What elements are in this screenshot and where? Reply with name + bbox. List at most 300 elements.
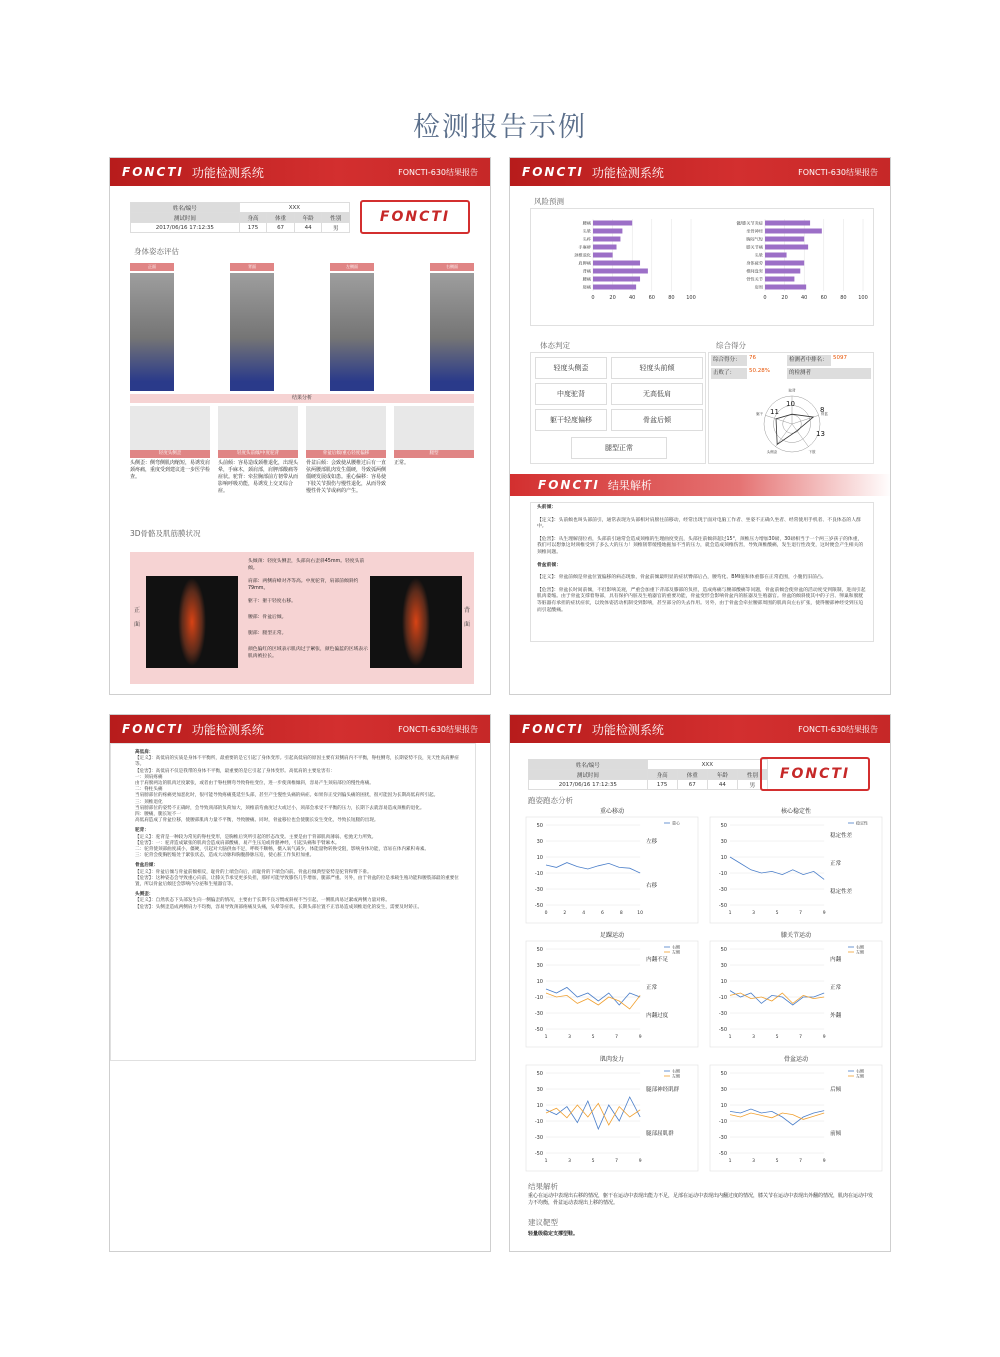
analysis-definition-1: 【定义】：头前倾也叫头部前引，通常表现为头部相对肩膀往前移动，经常出现于面对电脑工作者、坐姿不正确久坐者、经常使用手机者、不良体态的人群中。: [537, 517, 861, 530]
front-label-1: 正: [134, 607, 141, 614]
risk-panel: [530, 208, 874, 326]
finding-2-text: 头前倾：容易造成颈椎退化，出现头晕，手麻木，颈肩部，肩胛部酸痛等症状。驼背：牵拉胸部前方韧带从而影响呼吸功能，易诱发上交叉综合症。: [218, 460, 299, 494]
back-label-1: 背: [464, 607, 471, 614]
gait-x-tick: 3: [752, 1159, 755, 1164]
radar-label: 骨盆: [820, 411, 828, 416]
gait-y-tick: 50: [720, 946, 727, 953]
gait-note: 前倾: [830, 1131, 842, 1137]
legend-label: 右侧: [672, 1068, 680, 1074]
value-time: 2017/06/16 17:12:35: [529, 780, 648, 790]
gait-y-tick: -10: [718, 994, 727, 1001]
risk-bar: [765, 285, 806, 290]
advice-title: 建议靶型: [528, 1218, 558, 1227]
risk-bar: [765, 229, 822, 234]
view-label-right: 右侧面: [430, 263, 474, 271]
page3-paragraph: 高低肩造成了骨盆位移，使腰部肌肉力量不平衡，导致腰痛。同时，骨盆移位也会使腿长发生变化，导致长短腿的出现。: [135, 818, 379, 824]
risk-label: 肩胛痛: [578, 260, 591, 266]
risk-bar: [593, 277, 640, 282]
risk-bar: [765, 261, 804, 266]
skeleton-notes: [248, 558, 368, 660]
page3-paragraph: 驼背：: [135, 828, 149, 834]
finding-1-label: 轻度头侧歪: [130, 450, 210, 458]
note-legs: 腿部：腿型正常。: [248, 631, 287, 636]
risk-label: 头晕: [754, 252, 763, 258]
value-gender: 男: [737, 780, 767, 790]
page3-paragraph: 【定义】：自然状态下头部发生向一侧偏歪的情况，主要由于长期不良习惯或斜视不当引起，一侧肌肉易过紧或两侧力量对称。: [135, 898, 390, 904]
report-header: [110, 158, 490, 186]
finding-3: [306, 406, 386, 495]
brand-logo: FONCTI: [522, 722, 584, 736]
gait-y-tick: 50: [536, 822, 543, 829]
gait-y-tick: -30: [718, 886, 727, 893]
gait-series-1: [546, 863, 640, 873]
body-cell-7: 腿型正常: [571, 437, 667, 459]
gait-series-2: [546, 993, 640, 1009]
risk-label: 身体疲劳: [746, 260, 763, 266]
gait-x-tick: 1: [728, 1035, 732, 1040]
gait-y-tick: 50: [720, 1070, 727, 1077]
body-cell-5: 躯干轻度偏移: [535, 409, 607, 431]
body-judgement-panel: [530, 352, 706, 464]
analysis-harm-1: 【危害】：从生理解剖位看，头部前引通常会造成颈椎的生理曲度变直，头部往前倾斜超过15°，颈椎压力增加30磅，30磅相当于一个两三岁孩子的体重，我们可以想象这时颈椎受到了多么大的压力！颈椎韧带缓慢地拖加不当的压力，就会造成颈椎伤害，导致颈椎酸痛，发生退行性改变，这时便会产生相关的颈椎问题。: [537, 536, 864, 555]
gait-x-tick: 3: [752, 1035, 755, 1040]
risk-bar: [765, 245, 808, 250]
gait-y-tick: -10: [534, 994, 543, 1001]
gait-note: 内翻不足: [646, 957, 669, 963]
label-height: 身高: [239, 213, 267, 223]
page3-paragraph: 【危害】：一：驼背造成紧张的肌肉会造成肩部酸痛，易产生压迫或骨骼神经，引起头痛和手臂麻木。: [135, 840, 340, 846]
system-name: 功能检测系统: [191, 722, 264, 737]
finding-4-image: [394, 406, 474, 450]
gait-y-tick: -10: [718, 870, 727, 877]
score-value: 76: [749, 355, 756, 361]
photo-back: [230, 273, 274, 391]
note-shoulder: 肩部：两侧肩峰对齐等高。中度驼背，肩部前倾斜约79mm。: [248, 579, 359, 591]
page3-paragraph: 当肩膀部位的疼痛更加恶化时，很可能导致疼痛蔓延至头部，甚至产生慢性头痛的病症。如果你正受到偏头痛的困扰，很可能因为长期高低肩所引起。: [135, 793, 439, 799]
photo-front: [130, 273, 174, 391]
risk-bar: [765, 277, 794, 282]
legend-label: 左侧: [672, 1073, 680, 1079]
analysis-harm-2: 【危害】：骨盆长时间前倾，不但影响美观，严重会加重下背部及膝部的负担，造成疼痛与腰部酸痛等问题，骨盆前倾会使骨盆的活动度受到限制，进而引起肌肉萎缩。由于骨盆支撑着脊部，具有保护内脏及生殖器官的重要功能，骨盆变形会影响骨盆内的脏器及生殖器官。骨盆的倾斜使其中的子宫、卵巢和膀胱等脏器有承担的症状症状，以致体姿活动机制受到影响，甚至部分的失去作用。另外，由于骨盆会牵拉腰部周围的肌肉向左右扩张，使得腰部神经受到压迫而引起酸痛。: [537, 587, 866, 613]
risk-label: 胸闷气短: [746, 236, 763, 242]
gait-y-tick: -10: [718, 1118, 727, 1125]
front-label-2: 面: [134, 621, 141, 628]
gait-note: 后倾: [830, 1087, 842, 1093]
note-color: 颜色偏红的区域表示肌肉过于紧张，颜色偏蓝的区域表示肌肉被拉长。: [248, 647, 368, 659]
page3-paragraph: 【定义】：驼背是一种较为常见的脊柱变形，是胸椎后突所引起的形态改变。主要是由于背部肌肉薄弱、松弛无力所致。: [135, 834, 377, 840]
finding-3-image: [306, 406, 386, 450]
report-name: FONCTI-630结果报告: [798, 167, 878, 177]
skeleton-panel: [130, 552, 474, 684]
gait-y-tick: 10: [536, 1102, 543, 1109]
risk-axis-tick: 100: [858, 295, 868, 301]
radar-value: 8: [820, 406, 825, 414]
radar-axis: [765, 415, 792, 424]
gait-y-tick: 30: [720, 962, 727, 969]
finding-3-text: 骨盆后倾：会致使从腰椎过后有一直弦两腰部肌肉发生僵硬，导致弧两侧僵硬发展成如患。重心偏移：容易使下肢关节损伤与慢性退化，从而导致慢性骨关节或病的产生。: [306, 460, 387, 494]
legend-label: 左侧: [672, 949, 680, 955]
gait-note: 内翻: [830, 957, 842, 963]
gait-y-tick: -50: [718, 902, 727, 909]
risk-bar: [765, 269, 800, 274]
gait-chart: [708, 929, 884, 1049]
gait-chart: [524, 929, 700, 1049]
risk-chart-right: [703, 209, 875, 325]
page3-paragraph: 二：脊柱头痛: [135, 787, 163, 793]
risk-bar: [593, 245, 617, 250]
analysis-text-box: [530, 502, 874, 642]
score-row-2: [711, 368, 873, 379]
gait-chart-title: 核心稳定性: [780, 808, 812, 815]
risk-bar: [765, 253, 787, 258]
gait-x-tick: 5: [775, 1035, 779, 1040]
legend-label: 左侧: [856, 1073, 864, 1079]
value-height: 175: [647, 780, 677, 790]
risk-bar: [593, 237, 620, 242]
page3-paragraph: 【定义】：高低肩的实质是身体不平衡所，最重要的是它引起了身体变形。引起高低肩的原因主要有双侧肩内不平衡，脊柱侧弯，长期姿势不良，先天性高肩胛症等。: [135, 756, 459, 768]
gait-x-tick: 5: [591, 1035, 595, 1040]
analysis-banner: [510, 474, 891, 496]
gait-x-tick: 4: [582, 911, 586, 916]
note-pelvis: 腰部：骨盆后倾。: [248, 615, 287, 620]
gait-note: 稳定性差: [830, 889, 853, 895]
analysis-heading-2: 骨盆前倾：: [537, 562, 561, 568]
finding-3-label: 骨盆后倾/重心轻度偏移: [306, 450, 386, 458]
gait-y-tick: 30: [536, 838, 543, 845]
gait-y-tick: 30: [720, 838, 727, 845]
page3-paragraph: 由于肩膀两边的肌肉过度紧张，或者由于脊柱侧弯导致脊柱变位，进一步使颈椎倾斜，容易产生颈肩部位的慢性疼痛。: [135, 781, 374, 787]
analysis-definition-2: 【定义】：骨盆前倾是骨盆位置偏移的病态现象，骨盆前倾最明显的症状臀部后凸，腰弯化、BMI值和体重都在正常范围，小腹仍旧前凸。: [537, 575, 827, 581]
gait-y-tick: 30: [536, 962, 543, 969]
gait-chart-frame: [710, 1065, 882, 1171]
label-age: 年龄: [707, 770, 737, 780]
label-height: 身高: [647, 770, 677, 780]
risk-axis-tick: 40: [801, 295, 808, 301]
radar-value: 13: [816, 430, 825, 438]
gait-y-tick: -50: [534, 1026, 543, 1033]
gait-x-tick: 5: [591, 1159, 595, 1164]
risk-label: 颈椎退化: [574, 252, 591, 258]
gait-note: 稳定性差: [830, 833, 853, 839]
value-name: XXX: [647, 760, 767, 770]
value-weight: 67: [267, 223, 295, 233]
view-label-left: 左侧面: [330, 263, 374, 271]
risk-axis-tick: 80: [840, 295, 847, 301]
risk-label: 手麻痹: [578, 244, 591, 250]
gait-y-tick: -30: [534, 1010, 543, 1017]
risk-bar: [593, 221, 632, 226]
gait-note: 腿部神经肌群: [646, 1087, 680, 1093]
radar-value: 10: [786, 400, 795, 408]
body-cell-2: 轻度头前倾: [611, 357, 703, 379]
gait-y-tick: 10: [720, 1102, 727, 1109]
risk-axis-tick: 20: [781, 295, 788, 301]
score-radar-chart: [742, 382, 842, 462]
result-title: 结果解析: [528, 1182, 558, 1191]
gait-y-tick: -10: [534, 1118, 543, 1125]
gait-x-tick: 8: [619, 911, 623, 916]
photo-right: [430, 273, 474, 391]
label-name: 姓名/编号: [131, 203, 240, 213]
risk-label: 肩周: [754, 284, 763, 290]
brand-logo-box: FONCTI: [760, 757, 870, 791]
gait-x-tick: 3: [568, 1159, 571, 1164]
finding-2: [218, 406, 298, 495]
report-page-4: [509, 714, 891, 1252]
legend-label: 右侧: [672, 944, 680, 950]
gait-note: 右移: [646, 883, 658, 889]
value-age: 44: [707, 780, 737, 790]
gait-chart-title: 膝关节运动: [780, 932, 812, 939]
gait-x-tick: 1: [728, 911, 732, 916]
report-name: FONCTI-630结果报告: [798, 724, 878, 734]
risk-label: 头晕: [582, 228, 591, 234]
radar-label: 头侧歪: [766, 450, 778, 455]
gait-y-tick: -30: [718, 1010, 727, 1017]
gait-x-tick: 7: [799, 1035, 803, 1040]
page3-paragraph: 【危害】：高低肩不仅是我带的身体不平衡，最重要的是它引起了身体变形。高低肩的主要危害有：: [135, 768, 335, 774]
gait-y-tick: 50: [536, 946, 543, 953]
brand-logo: FONCTI: [122, 722, 184, 736]
gait-x-tick: 0: [544, 911, 548, 916]
risk-label: 胫痛: [582, 284, 591, 290]
gait-note: 正常: [830, 861, 842, 867]
rank-label: 检测者中排名：: [787, 355, 831, 366]
brand-logo: FONCTI: [522, 165, 584, 179]
page3-paragraph: 【危害】：头侧歪造成两侧肩力不均衡，容易导致颈部疼痛及头痛，头晕等症状。长期头部位置不正容易造成颈椎退化的发生，需要及时矫正。: [135, 904, 423, 910]
risk-axis-tick: 60: [648, 295, 655, 301]
label-time: 测试时间: [529, 770, 648, 780]
value-age: 44: [294, 223, 322, 233]
risk-bar: [593, 261, 640, 266]
risk-axis-tick: 20: [609, 295, 616, 301]
rank-value: 5097: [833, 355, 847, 361]
legend-label: 右侧: [856, 1068, 864, 1074]
brand-logo: FONCTI: [538, 478, 600, 492]
label-age: 年龄: [294, 213, 322, 223]
gait-chart-title: 骨盆运动: [783, 1056, 809, 1063]
gait-y-tick: 10: [720, 978, 727, 985]
gait-y-tick: -30: [534, 1134, 543, 1141]
label-time: 测试时间: [131, 213, 240, 223]
score-label: 综合得分：: [711, 355, 747, 366]
risk-title: 风险预测: [534, 197, 564, 206]
page3-paragraph: 【危害】：这种姿态会导致重心向前，让膝关节承受更多负担，那样可能导致膝伤几乎增加，腿部严重。另外，由于骨盆的位是承载生殖功能和腰肢部最的重要位置，所以骨盆后倾还会影响内分泌和生殖器官等。: [135, 875, 459, 888]
gait-y-tick: -30: [534, 886, 543, 893]
gait-y-tick: 10: [536, 854, 543, 861]
page3-paragraph: 三：驼背会使胸腔缩处于紧张状态，造成大动脉和胸腹静脉压迫，使心脏工作负担加重。: [135, 853, 315, 859]
gait-y-tick: -50: [534, 1150, 543, 1157]
legend-label: 稳定性: [856, 820, 868, 826]
patient-info-table: [130, 202, 350, 233]
system-name: 功能检测系统: [591, 722, 664, 737]
gait-x-tick: 9: [822, 1035, 826, 1040]
gait-note: 外翻: [830, 1013, 842, 1019]
report-header: [510, 158, 890, 186]
legend-label: 左侧: [856, 949, 864, 955]
risk-label: 髋/膝关节炎症: [736, 220, 763, 226]
gait-x-tick: 7: [615, 1159, 619, 1164]
radar-label: 下肢: [808, 450, 816, 455]
value-time: 2017/06/16 17:12:35: [131, 223, 240, 233]
risk-bar: [593, 285, 636, 290]
gait-chart-frame: [526, 817, 698, 923]
radar-axis: [792, 424, 808, 447]
result-text: 重心在运动中表现出右移的情况，躯干在运动中表现出能力不足，足部在运动中表现出内翻过度的情况，膝关节在运动中表现出外翻的情况，肌肉在运动中发力不均衡，骨盆运动表现出上移的情况。: [528, 1193, 874, 1206]
risk-label: 坐骨神经: [746, 228, 763, 234]
body-cell-1: 轻度头侧歪: [535, 357, 607, 379]
gait-x-tick: 7: [615, 1035, 619, 1040]
body-cell-4: 无高低肩: [611, 383, 703, 405]
radar-value: 11: [770, 408, 779, 416]
report-page-1: [109, 157, 491, 695]
finding-4: [394, 406, 474, 467]
gait-note: 正常: [830, 985, 842, 991]
gait-chart-title: 重心移动: [599, 808, 625, 815]
analysis-title-bar: 结果分析: [130, 394, 474, 403]
radar-label: 躯干: [756, 411, 764, 416]
risk-axis-tick: 60: [820, 295, 827, 301]
note-head: 头倾颈：轻度头侧歪，头部向右歪斜45mm。轻度头前倾。: [248, 559, 365, 571]
finding-1: [130, 406, 210, 481]
label-gender: 性别: [322, 213, 350, 223]
risk-bar: [593, 253, 613, 258]
page3-paragraph: 一：颈肩疼痛: [135, 774, 163, 780]
gait-y-tick: 50: [720, 822, 727, 829]
page3-paragraph: 二：驼背使颈部曲度减小，僵硬，引起对大脑供血不足，呼吸不顺畅，摄入氧气减少，体能量物转换受阻，影响身体功能，容易在体内累积毒素。: [135, 847, 430, 853]
posture-photos: [130, 263, 474, 393]
gait-x-tick: 3: [568, 1035, 571, 1040]
gait-y-tick: -30: [718, 1134, 727, 1141]
risk-label: 膝关节痛: [746, 244, 763, 250]
report-name: FONCTI-630结果报告: [398, 724, 478, 734]
page-title: 检测报告示例: [413, 112, 587, 143]
risk-label: 骨性关节: [746, 276, 763, 282]
score-title: 综合得分: [716, 341, 746, 350]
skeleton-section-title: 3D骨骼及肌筋膜状况: [130, 529, 201, 538]
label-name: 姓名/编号: [529, 760, 648, 770]
gait-x-tick: 1: [544, 1035, 548, 1040]
system-name: 功能检测系统: [591, 165, 664, 180]
back-label: [464, 604, 470, 632]
body-judgement-title: 体态判定: [540, 341, 570, 350]
page3-paragraph: 四：腰痛，腿长短不一: [135, 812, 181, 818]
view-label-front: 正面: [130, 263, 174, 271]
gait-x-tick: 9: [638, 1035, 642, 1040]
gait-charts: [524, 805, 884, 1175]
legend-label: 重心: [672, 820, 680, 826]
gait-note: 腿部屈肌群: [646, 1131, 674, 1137]
skeleton-back-image: [370, 576, 462, 668]
risk-axis-tick: 0: [591, 295, 595, 301]
gait-x-tick: 10: [637, 911, 644, 916]
gait-chart-title: 肌肉发力: [599, 1056, 625, 1063]
brand-logo: FONCTI: [122, 165, 184, 179]
gait-x-tick: 9: [822, 1159, 826, 1164]
body-cell-6: 骨盆后倾: [611, 409, 703, 431]
finding-4-label: 腿型: [394, 450, 474, 458]
gait-y-tick: 50: [536, 1070, 543, 1077]
gait-x-tick: 7: [799, 911, 803, 916]
gait-y-tick: -50: [534, 902, 543, 909]
risk-bar: [765, 237, 804, 242]
page3-text-box: [110, 743, 476, 1061]
gait-y-tick: 10: [720, 854, 727, 861]
gait-chart: [708, 1053, 884, 1173]
gait-x-tick: 5: [775, 1159, 779, 1164]
gait-x-tick: 5: [775, 911, 779, 916]
gait-x-tick: 2: [563, 911, 567, 916]
gait-chart-frame: [526, 1065, 698, 1171]
system-name: 功能检测系统: [191, 165, 264, 180]
gait-y-tick: -10: [534, 870, 543, 877]
label-weight: 体重: [267, 213, 295, 223]
score-panel: [708, 352, 874, 464]
value-height: 175: [239, 223, 267, 233]
front-label: [134, 604, 140, 632]
report-header: [510, 715, 890, 743]
page3-paragraph: 骨盆后倾：: [135, 863, 158, 869]
finding-1-text: 头侧歪：侧弯侧肌肉缩短，易诱发肩颈疼痛，重度受到建议进一步医学检查。: [130, 460, 211, 480]
risk-label: 腰痛: [582, 220, 591, 226]
radar-axis: [792, 415, 819, 424]
note-trunk: 躯干：躯干轻度右移。: [248, 599, 296, 604]
risk-label: 腰痛: [582, 276, 591, 282]
risk-label: 头疼: [582, 236, 591, 242]
finding-4-text: 正常。: [394, 460, 410, 466]
finding-1-image: [130, 406, 210, 450]
report-page-2: [509, 157, 891, 695]
body-cell-3: 中度驼背: [535, 383, 607, 405]
page3-paragraph: 三：颈椎退化: [135, 799, 163, 805]
analysis-heading-1: 头前倾：: [537, 505, 557, 510]
risk-bar: [593, 229, 622, 234]
finding-2-label: 轻度头前倾/中度驼背: [218, 450, 298, 458]
gait-chart: [708, 805, 884, 925]
gait-x-tick: 9: [638, 1159, 642, 1164]
value-weight: 67: [677, 780, 707, 790]
gait-y-tick: -50: [718, 1026, 727, 1033]
gait-x-tick: 1: [544, 1159, 548, 1164]
page3-paragraph: 【定义】：骨盆后倾与骨盆前倾相反，耻骨的上端会向后，而耻骨的下端会向前。骨盆后倾典型姿势是驼背和臀下垂。: [135, 869, 372, 875]
brand-logo-box: FONCTI: [360, 200, 470, 234]
page3-paragraph: 当肩膀部位的姿势不正确时，会导致颈部的负荷加大，颈椎前弯曲度过大或过小，颈部会承受不平衡的压力，长期下去就容易造成颈椎的退化。: [135, 805, 425, 811]
risk-axis-tick: 0: [763, 295, 767, 301]
score-row-1: [711, 355, 873, 366]
risk-chart-left: [531, 209, 703, 325]
risk-label: 背痛: [582, 268, 591, 274]
gait-chart: [524, 805, 700, 925]
advice-text: 轻量级稳定支撑型鞋。: [528, 1231, 579, 1237]
risk-axis-tick: 100: [686, 295, 696, 301]
gait-x-tick: 9: [822, 911, 826, 916]
legend-label: 右侧: [856, 944, 864, 950]
patient-info-table: [528, 759, 768, 790]
gait-y-tick: 30: [720, 1086, 727, 1093]
gait-y-tick: -50: [718, 1150, 727, 1157]
gait-x-tick: 7: [799, 1159, 803, 1164]
gait-title: 跑姿跑态分析: [528, 796, 573, 805]
report-page-3: [109, 714, 491, 1252]
gait-series-1: [730, 857, 824, 879]
gait-x-tick: 1: [728, 1159, 732, 1164]
gait-x-tick: 3: [752, 911, 755, 916]
report-header: [110, 715, 490, 743]
gait-y-tick: 30: [536, 1086, 543, 1093]
view-label-back: 背面: [230, 263, 274, 271]
beat-label: 击败了：: [711, 368, 747, 379]
gait-note: 内翻过度: [646, 1013, 669, 1019]
